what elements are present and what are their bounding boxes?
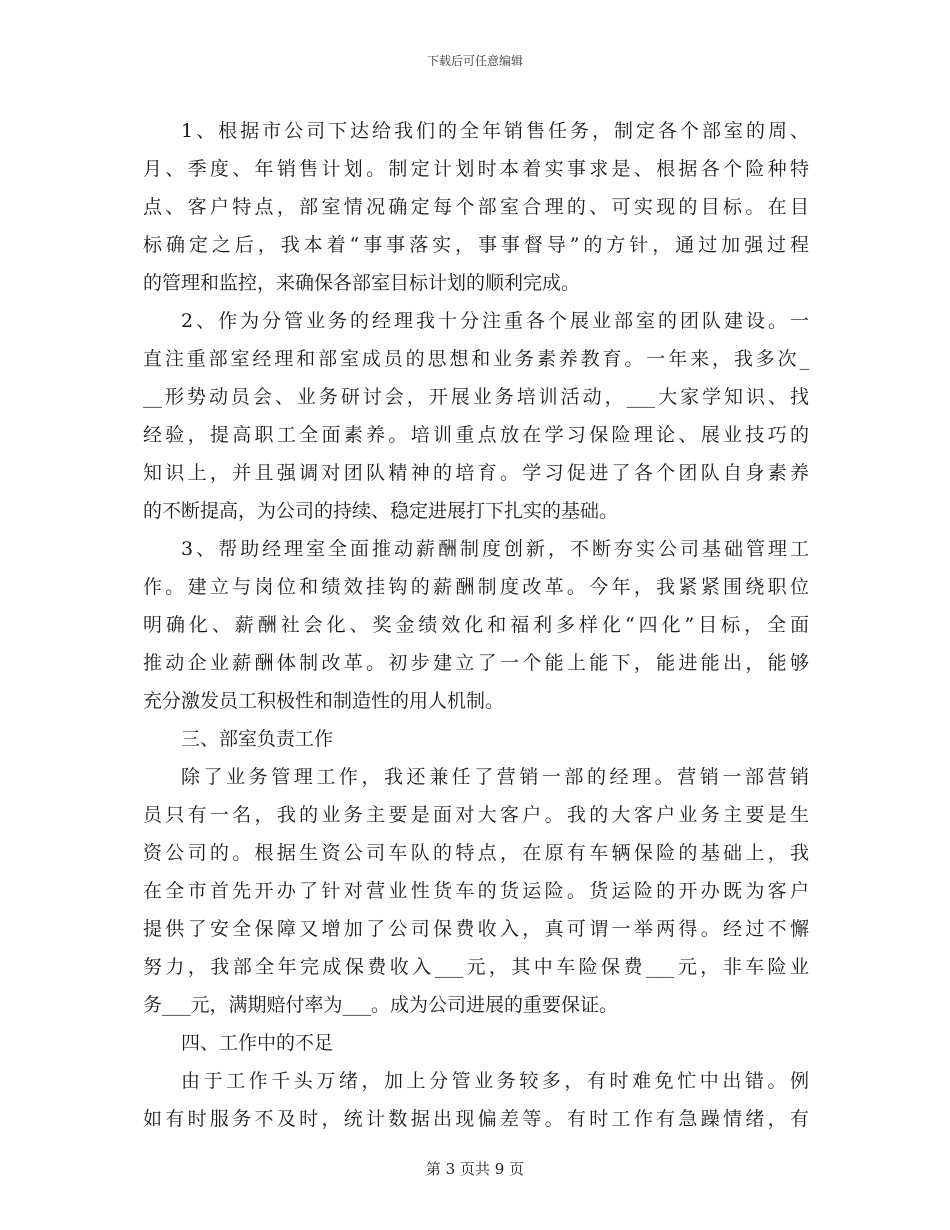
text-line: 务___元，满期赔付率为___。成为公司进展的重要保证。	[143, 994, 619, 1016]
text-line: 1、根据市公司下达给我们的全年销售任务，制定各个部室的周、	[181, 120, 809, 142]
text-line: 标确定之后，我本着“事事落实，事事督导”的方针，通过加强过程	[143, 234, 809, 256]
text-line: 资公司的。根据生资公司车队的特点，在原有车辆保险的基础上，我	[143, 842, 809, 864]
text-line: 月、季度、年销售计划。制定计划时本着实事求是、根据各个险种特	[143, 158, 809, 180]
text-line: __形势动员会、业务研讨会，开展业务培训活动，___大家学知识、找	[143, 386, 809, 408]
document-body	[143, 112, 809, 1138]
text-line: 的管理和监控，来确保各部室目标计划的顺利完成。	[143, 272, 581, 294]
page-number: 第 3 页共 9 页	[425, 1160, 525, 1178]
text-line: 作。建立与岗位和绩效挂钩的薪酬制度改革。今年，我紧紧围绕职位	[143, 576, 809, 598]
text-line: 提供了安全保障又增加了公司保费收入，真可谓一举两得。经过不懈	[143, 918, 809, 940]
text-line: 在全市首先开办了针对营业性货车的货运险。货运险的开办既为客户	[143, 880, 809, 902]
text-line: 的不断提高，为公司的持续、稳定进展打下扎实的基础。	[143, 500, 619, 522]
text-line: 直注重部室经理和部室成员的思想和业务素养教育。一年来，我多次_	[143, 348, 809, 370]
section-heading: 三、部室负责工作	[181, 728, 334, 750]
text-line: 点、客户特点，部室情况确定每个部室合理的、可实现的目标。在目	[143, 196, 809, 218]
text-line: 由于工作千头万绪，加上分管业务较多，有时难免忙中出错。例	[181, 1070, 809, 1092]
text-line: 3、帮助经理室全面推动薪酬制度创新，不断夯实公司基础管理工	[181, 538, 809, 560]
text-line: 员只有一名，我的业务主要是面对大客户。我的大客户业务主要是生	[143, 804, 809, 826]
text-line: 知识上，并且强调对团队精神的培育。学习促进了各个团队自身素养	[143, 462, 809, 484]
text-line: 2、作为分管业务的经理我十分注重各个展业部室的团队建设。一	[181, 310, 809, 332]
text-line: 明确化、薪酬社会化、奖金绩效化和福利多样化“四化”目标，全面	[143, 614, 809, 636]
text-line: 努力，我部全年完成保费收入___元，其中车险保费___元，非车险业	[143, 956, 809, 978]
section-heading: 四、工作中的不足	[181, 1032, 334, 1054]
text-line: 推动企业薪酬体制改革。初步建立了一个能上能下，能进能出，能够	[143, 652, 809, 674]
page-header-note: 下载后可任意编辑	[426, 54, 523, 68]
text-line: 充分激发员工积极性和制造性的用人机制。	[143, 690, 505, 712]
text-line: 除了业务管理工作，我还兼任了营销一部的经理。营销一部营销	[181, 766, 809, 788]
text-line: 如有时服务不及时，统计数据出现偏差等。有时工作有急躁情绪，有	[143, 1108, 809, 1130]
text-line: 经验，提高职工全面素养。培训重点放在学习保险理论、展业技巧的	[143, 424, 809, 446]
